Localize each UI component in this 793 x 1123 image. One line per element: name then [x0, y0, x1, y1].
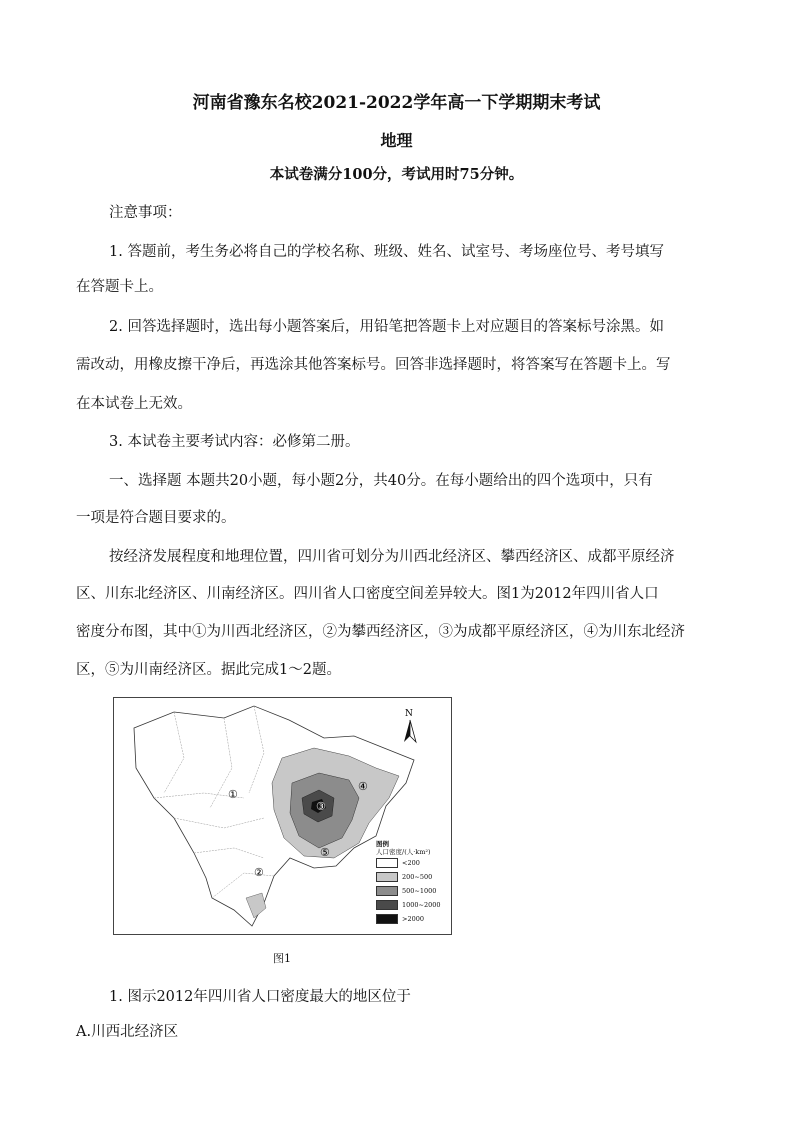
passage-line: 区、川东北经济区、川南经济区。四川省人口密度空间差异较大。图1为2012年四川省人口 [76, 586, 659, 602]
exam-info: 本试卷满分100分，考试用时75分钟。 [269, 166, 524, 183]
north-arrow-icon [404, 720, 416, 742]
legend-item: 200~500 [376, 870, 441, 884]
region-label-2: ② [254, 866, 264, 879]
sichuan-density-map [113, 697, 452, 935]
exam-title: 河南省豫东名校2021-2022学年高一下学期期末考试 [192, 93, 601, 113]
note-line: 在本试卷上无效。 [76, 396, 192, 412]
north-label: N [405, 709, 413, 719]
note-line: 2. 回答选择题时，选出每小题答案后，用铅笔把答题卡上对应题目的答案标号涂黑。如 [109, 319, 664, 335]
legend-item: 500~1000 [376, 884, 441, 898]
legend-item: <200 [376, 856, 441, 870]
region-label-3: ③ [316, 800, 326, 813]
question-stem: 1. 图示2012年四川省人口密度最大的地区位于 [109, 989, 411, 1005]
legend-item: >2000 [376, 912, 441, 926]
passage-line: 密度分布图，其中①为川西北经济区，②为攀西经济区，③为成都平原经济区，④为川东北经济 [76, 624, 685, 640]
region-label-1: ① [228, 788, 238, 801]
figure-caption: 图1 [273, 952, 291, 965]
legend-item: 1000~2000 [376, 898, 441, 912]
section-line: 一、选择题 本题共20小题，每小题2分，共40分。在每小题给出的四个选项中，只有 [109, 473, 653, 489]
note-line: 在答题卡上。 [76, 279, 163, 295]
passage-line: 按经济发展程度和地理位置，四川省可划分为川西北经济区、攀西经济区、成都平原经济 [109, 549, 675, 565]
note-line: 3. 本试卷主要考试内容：必修第二册。 [109, 434, 360, 450]
subject-title: 地理 [380, 131, 413, 150]
passage-line: 区，⑤为川南经济区。据此完成1～2题。 [76, 662, 341, 678]
region-label-5: ⑤ [320, 846, 330, 859]
note-line: 需改动，用橡皮擦干净后，再选涂其他答案标号。回答非选择题时，将答案写在答题卡上。写 [76, 357, 671, 373]
legend-subtitle: 人口密度/(人·km²) [376, 848, 431, 856]
note-line: 1. 答题前，考生务必将自己的学校名称、班级、姓名、试室号、考场座位号、考号填写 [109, 244, 664, 260]
map-legend [376, 840, 441, 926]
notes-heading: 注意事项： [109, 205, 182, 221]
legend-title: 图例 [376, 840, 389, 848]
region-label-4: ④ [358, 780, 368, 793]
option-a: A.川西北经济区 [76, 1024, 179, 1040]
section-line: 一项是符合题目要求的。 [76, 510, 236, 526]
